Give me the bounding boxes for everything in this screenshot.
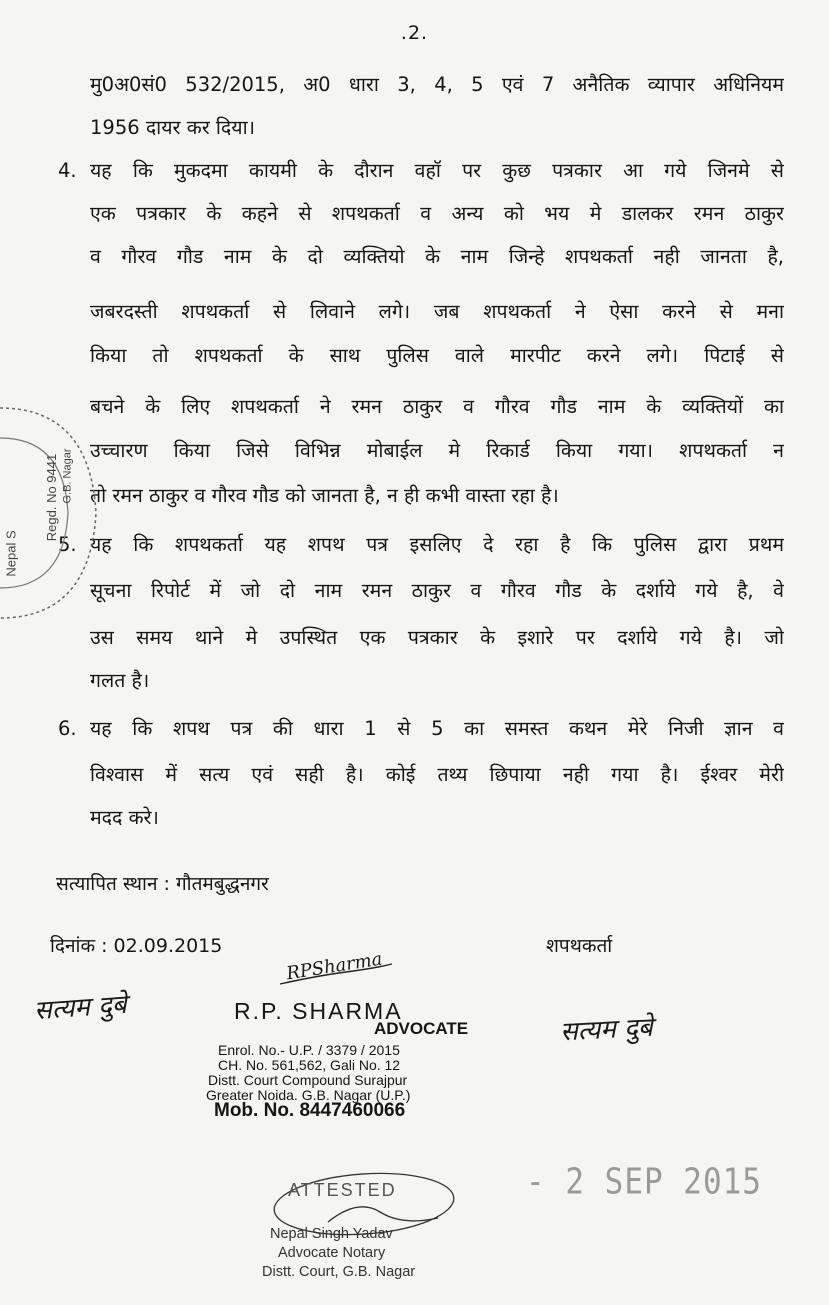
paragraph-number: 4. (58, 159, 77, 182)
text-line: जबरदस्ती शपथकर्ता से लिवाने लगे। जब शपथकर्ता ने ऐसा करने से मना (90, 300, 784, 323)
notary-name: Nepal Singh Yadav (270, 1226, 393, 1242)
page-number: .2. (400, 22, 429, 44)
notary-attested: ATTESTED (288, 1180, 397, 1200)
text-line: मदद करे। (90, 806, 159, 829)
text-line: यह कि मुकदमा कायमी के दौरान वहॉ पर कुछ पत्रकार आ गये जिनमे से (90, 159, 784, 182)
advocate-chamber: CH. No. 561,562, Gali No. 12 (218, 1057, 401, 1073)
advocate-signature: RPSharma (284, 948, 384, 985)
text-line: उस समय थाने मे उपस्थित एक पत्रकार के इशारे पर दर्शाये गये है। जो (90, 626, 784, 649)
advocate-signature-underline (276, 960, 396, 990)
signature-right: सत्यम दुबे (559, 1012, 654, 1048)
text-line: 1956 दायर कर दिया। (90, 116, 256, 139)
date-line: दिनांक : 02.09.2015 (50, 935, 223, 957)
text-line: तो रमन ठाकुर व गौरव गौड को जानता है, न ही कभी वास्ता रहा है। (90, 484, 559, 507)
text-line: एक पत्रकार के कहने से शपथकर्ता व अन्य को भय मे डालकर रमन ठाकुर (90, 202, 784, 225)
advocate-enrol: Enrol. No.- U.P. / 3379 / 2015 (218, 1042, 400, 1058)
text-line: यह कि शपथ पत्र की धारा 1 से 5 का समस्त कथन मेरे निजी ज्ञान व (90, 717, 784, 740)
seal-text-1: Nepal S (3, 530, 19, 577)
text-line: बचने के लिए शपथकर्ता ने रमन ठाकुर व गौरव गौड नाम के व्यक्तियों का (90, 395, 784, 418)
paragraph-number: 6. (58, 717, 77, 740)
advocate-name: R.P. SHARMA (234, 998, 403, 1024)
paragraph-number: 5. (58, 533, 77, 556)
text-line: सूचना रिपोर्ट में जो दो नाम रमन ठाकुर व गौरव गौड के दर्शाये गये है, वे (90, 579, 784, 602)
text-line: उच्चारण किया जिसे विभिन्न मोबाईल मे रिकार्ड किया गया। शपथकर्ता न (90, 439, 784, 462)
advocate-mobile: Mob. No. 8447460066 (214, 1100, 406, 1121)
text-line: मु0अ0सं0 532/2015, अ0 धारा 3, 4, 5 एवं 7 अनैतिक व्यापार अधिनियम (90, 73, 784, 96)
verification-place: सत्यापित स्थान : गौतमबुद्धनगर (56, 873, 269, 895)
notary-title: Advocate Notary (278, 1245, 386, 1261)
advocate-title: ADVOCATE (374, 1019, 469, 1038)
text-line: यह कि शपथकर्ता यह शपथ पत्र इसलिए दे रहा है कि पुलिस द्वारा प्रथम (90, 533, 784, 556)
date-stamp: - 2 SEP 2015 (526, 1161, 762, 1203)
deponent-label: शपथकर्ता (546, 935, 613, 957)
text-line: विश्वास में सत्य एवं सही है। कोई तथ्य छिपाया नही गया है। ईश्वर मेरी (90, 763, 784, 786)
seal-text-3: G.B. Nagar (61, 448, 74, 504)
advocate-court: Distt. Court Compound Surajpur (208, 1072, 408, 1088)
text-line: किया तो शपथकर्ता के साथ पुलिस वाले मारपीट करने लगे। पिटाई से (90, 344, 784, 367)
seal-text-2: Regd. No 9441 (44, 453, 60, 542)
signature-left: सत्यम दुबे (33, 989, 128, 1027)
text-line: व गौरव गौड नाम के दो व्यक्तियो के नाम जिन्हे शपथकर्ता नही जानता है, (90, 245, 784, 268)
notary-court: Distt. Court, G.B. Nagar (262, 1264, 416, 1280)
advocate-address: Greater Noida. G.B. Nagar (U.P.) (206, 1087, 411, 1103)
text-line: गलत है। (90, 669, 150, 692)
